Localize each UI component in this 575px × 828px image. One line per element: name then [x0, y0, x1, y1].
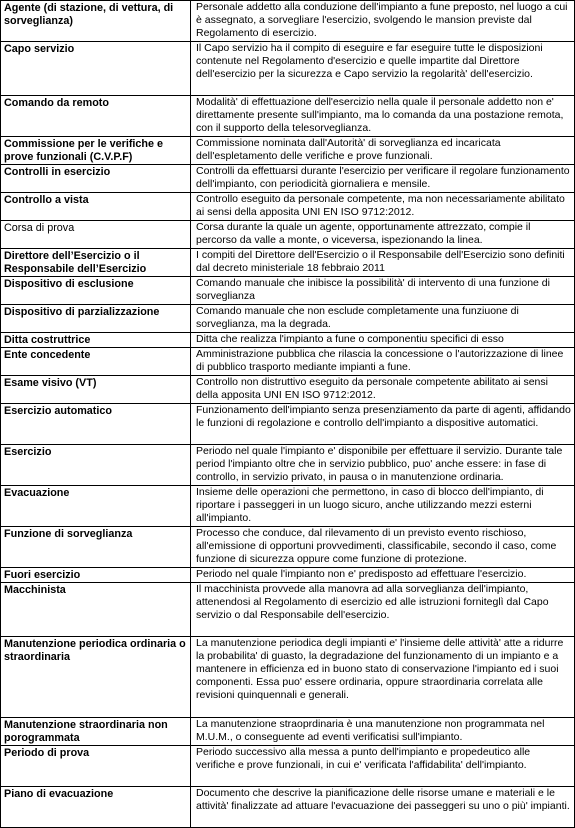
- definition-cell: Controllo non distruttivo eseguito da personale competente abilitato ai sensi della apposita UNI EN ISO 9712:2012.: [191, 376, 575, 404]
- table-row: [1, 746, 575, 787]
- definition-cell: Documento che descrive la pianificazione delle risorse umane e materiali e le attività' finalizzate ad attuare l'evacuazione dei passeggeri su uno o più' impianti.: [191, 787, 575, 828]
- definition-cell: Periodo successivo alla messa a punto dell'impianto e propedeutico alle verifiche e prove funzionali, in cui e' verificata l'affidabilita' dell'impianto.: [191, 746, 575, 787]
- term-cell: Esercizio: [1, 445, 191, 486]
- definition-cell: Processo che conduce, dal rilevamento di un previsto evento rischioso, all'emissione di opportuni provvedimenti, classificabile, secondo il caso, come funzione di sicurezza oppure come funzione di protezione.: [191, 527, 575, 568]
- definition-cell: Personale addetto alla conduzione dell'impianto a fune preposto, nel luogo a cui è assegnato, a sorvegliare l'esercizio, svolgendo le mansion previste dal Regolamento di esercizio.: [191, 1, 575, 42]
- definition-cell: Controlli da effettuarsi durante l'esercizio per verificare il regolare funzionamento dell'impianto, con periodicità giornaliera e mensile.: [191, 165, 575, 193]
- term-cell: Agente (di stazione, di vettura, di sorveglianza): [1, 1, 191, 42]
- term-cell: Direttore dell’Esercizio o il Responsabile dell’Esercizio: [1, 249, 191, 277]
- definition-cell: Controllo eseguito da personale competente, ma non necessariamente abilitato ai sensi della apposita UNI EN ISO 9712:2012.: [191, 193, 575, 221]
- term-cell: Dispositivo di esclusione: [1, 277, 191, 305]
- term-cell: Fuori esercizio: [1, 568, 191, 583]
- definition-cell: Funzionamento dell'impianto senza presenziamento da parte di agenti, affidando le funzioni di regolazione e controllo dell'impianto a dispositive automatici.: [191, 404, 575, 445]
- term-cell: Manutenzione straordinaria non porogrammata: [1, 718, 191, 746]
- table-row: [1, 527, 575, 568]
- term-cell: Ente concedente: [1, 348, 191, 376]
- term-cell: Capo servizio: [1, 42, 191, 96]
- table-row: [1, 1, 575, 42]
- definition-cell: Corsa durante la quale un agente, opportunamente attrezzato, compie il percorso da valle a monte, o viceversa, ispezionando la linea.: [191, 221, 575, 249]
- table-row: [1, 193, 575, 221]
- table-row: [1, 486, 575, 527]
- table-row: [1, 445, 575, 486]
- term-cell: Manutenzione periodica ordinaria o straordinaria: [1, 637, 191, 718]
- table-row: [1, 249, 575, 277]
- term-cell: Commissione per le verifiche e prove funzionali (C.V.P.F): [1, 137, 191, 165]
- table-row: [1, 333, 575, 348]
- term-cell: Evacuazione: [1, 486, 191, 527]
- definition-cell: Il macchinista provvede alla manovra ad alla sorveglianza dell'impianto, attenendosi al Regolamento di esercizio ed alle istruzioni forniteglì dal Capo servizio o dal Responsabile dell'esercizio.: [191, 583, 575, 637]
- table-row: [1, 348, 575, 376]
- table-row: [1, 583, 575, 637]
- term-cell: Controllo a vista: [1, 193, 191, 221]
- term-cell: Funzione di sorveglianza: [1, 527, 191, 568]
- term-cell: Piano di evacuazione: [1, 787, 191, 828]
- term-cell: Esercizio automatico: [1, 404, 191, 445]
- term-cell: Periodo di prova: [1, 746, 191, 787]
- table-row: [1, 568, 575, 583]
- definition-cell: Periodo nel quale l'impianto e' disponibile per effettuare il servizio. Durante tale period l'impianto oltre che in servizio pubblico, puo' anche essere: in fase di controllo, in servizio privato, in pausa o in manutenzione ordinaria.: [191, 445, 575, 486]
- term-cell: Esame visivo (VT): [1, 376, 191, 404]
- definition-cell: Il Capo servizio ha il compito di eseguire e far eseguire tutte le disposizioni contenute nel Regolamento d'esercizio e quelle impartite dal Direttore dell'esercizio per la sicurezza e Capo servizio la regolarità' dell'esercizio.: [191, 42, 575, 96]
- definition-cell: La manutenzione straoprdinaria è una manutenzione non programmata nel M.U.M., o conseguente ad eventi verificatisi sull'impianto.: [191, 718, 575, 746]
- definition-cell: Ditta che realizza l'impianto a fune o componentiu specifici di esso: [191, 333, 575, 348]
- table-row: [1, 137, 575, 165]
- definition-cell: Amministrazione pubblica che rilascia la concessione o l'autorizzazione di linee di pubblico trasporto mediante impianti a fune.: [191, 348, 575, 376]
- term-cell: Corsa di prova: [1, 221, 191, 249]
- table-row: [1, 718, 575, 746]
- term-cell: Comando da remoto: [1, 96, 191, 137]
- table-row: [1, 221, 575, 249]
- table-row: [1, 96, 575, 137]
- definition-cell: Comando manuale che non esclude completamente una funziuone di sorveglianza, ma la degrada.: [191, 305, 575, 333]
- definition-cell: Comando manuale che inibisce la possibilità' di intervento di una funzione di sorveglianza: [191, 277, 575, 305]
- table-row: [1, 787, 575, 828]
- table-row: [1, 376, 575, 404]
- term-cell: Ditta costruttrice: [1, 333, 191, 348]
- definition-cell: Periodo nel quale l'impianto non e' predisposto ad effettuare l'esercizio.: [191, 568, 575, 583]
- table-row: [1, 637, 575, 718]
- table-row: [1, 404, 575, 445]
- table-row: [1, 165, 575, 193]
- glossary-body: [1, 1, 575, 828]
- definition-cell: I compiti del Direttore dell'Esercizio o il Responsabile dell'Esercizio sono definiti dal decreto ministeriale 18 febbraio 2011: [191, 249, 575, 277]
- definition-cell: Insieme delle operazioni che permettono, in caso di blocco dell'impianto, di riportare i passeggeri in un luogo sicuro, anche utilizzando mezzi esterni all'impianto.: [191, 486, 575, 527]
- definition-cell: La manutenzione periodica degli impianti e' l'insieme delle attività' atte a ridurre la probabilita' di guasto, la degradazione del funzionamento di un impianto e a mantenere in efficienza ed in buono stato di conservazione l'impianto ed i suoi componenti. Essa puo' essere ordinaria, oppure straordinaria correlata alle revisioni quinquennali e generali.: [191, 637, 575, 718]
- table-row: [1, 42, 575, 96]
- definition-cell: Modalità' di effettuazione dell'esercizio nella quale il personale addetto non e' direttamente presente sull'impianto, ma lo comanda da una postazione remota, con il supporto della telesorveglianza.: [191, 96, 575, 137]
- term-cell: Dispositivo di parzializzazione: [1, 305, 191, 333]
- table-row: [1, 305, 575, 333]
- table-row: [1, 277, 575, 305]
- term-cell: Controlli in esercizio: [1, 165, 191, 193]
- term-cell: Macchinista: [1, 583, 191, 637]
- definition-cell: Commissione nominata dall'Autorità' di sorveglianza ed incaricata dell'espletamento delle verifiche e prove funzionali.: [191, 137, 575, 165]
